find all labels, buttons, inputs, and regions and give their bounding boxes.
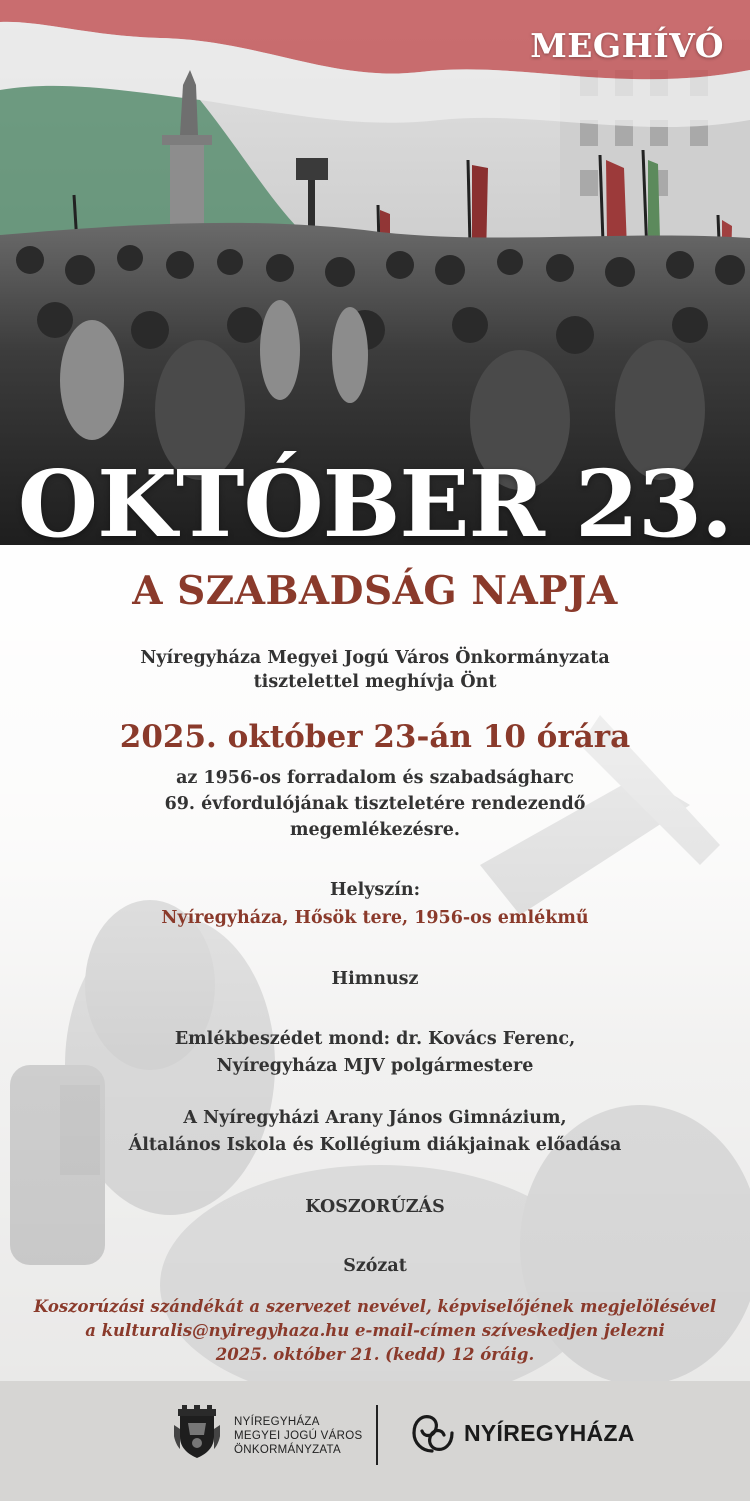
invitation-line: tisztelettel meghívja Önt xyxy=(253,672,497,692)
program-line: Emlékbeszédet mond: dr. Kovács Ferenc, xyxy=(174,1029,576,1049)
footer-divider xyxy=(376,1405,378,1465)
program-item-wreath: KOSZORÚZÁS xyxy=(305,1197,445,1217)
subtitle: A SZABADSÁG NAPJA xyxy=(132,568,618,614)
program-item-performance xyxy=(0,1105,750,1159)
organizer-block xyxy=(0,646,750,694)
note-line: Koszorúzási szándékát a szervezet nevével, képviselőjének megjelölésével xyxy=(33,1297,717,1316)
program-line: Általános Iskola és Kollégium diákjainak előadása xyxy=(128,1135,622,1155)
organizer-name: Nyíregyháza Megyei Jogú Város Önkormányzata xyxy=(140,648,610,668)
city-name-line: NYÍREGYHÁZA xyxy=(234,1416,320,1428)
event-date: 2025. október 23-án 10 órára xyxy=(119,719,631,755)
invitation-badge: MEGHÍVÓ xyxy=(530,26,724,65)
city-government-name xyxy=(234,1415,362,1457)
note-line: a kulturalis@nyiregyhaza.hu e-mail-címen szíveskedjen jelezni xyxy=(85,1321,665,1340)
crowd-photo xyxy=(0,0,750,545)
brand-name: NYÍREGYHÁZA xyxy=(464,1420,635,1446)
venue-label: Helyszín: xyxy=(329,880,421,900)
program-line: Nyíregyháza MJV polgármestere xyxy=(216,1056,534,1076)
wreath-note xyxy=(0,1295,750,1367)
city-name-line: MEGYEI JOGÚ VÁROS xyxy=(234,1430,363,1442)
note-line: 2025. október 21. (kedd) 12 óráig. xyxy=(215,1345,535,1364)
description-line: megemlékezésre. xyxy=(290,820,460,840)
program-line: A Nyíregyházi Arany János Gimnázium, xyxy=(183,1108,567,1128)
footer xyxy=(0,1381,750,1501)
big-date-heading: OKTÓBER 23. xyxy=(17,450,733,545)
event-description xyxy=(0,765,750,843)
program-item-anthem: Himnusz xyxy=(331,969,419,989)
program-item-speech xyxy=(0,1026,750,1080)
description-line: az 1956-os forradalom és szabadságharc xyxy=(176,768,574,788)
city-name-line: ÖNKORMÁNYZATA xyxy=(234,1444,341,1456)
nyiregyhaza-logo-icon xyxy=(408,1411,458,1455)
city-crest-icon xyxy=(174,1405,220,1459)
program-item-szozat: Szózat xyxy=(343,1256,407,1276)
description-line: 69. évfordulójának tiszteletére rendezendő xyxy=(164,794,586,814)
venue: Nyíregyháza, Hősök tere, 1956-os emlékmű xyxy=(161,908,589,928)
